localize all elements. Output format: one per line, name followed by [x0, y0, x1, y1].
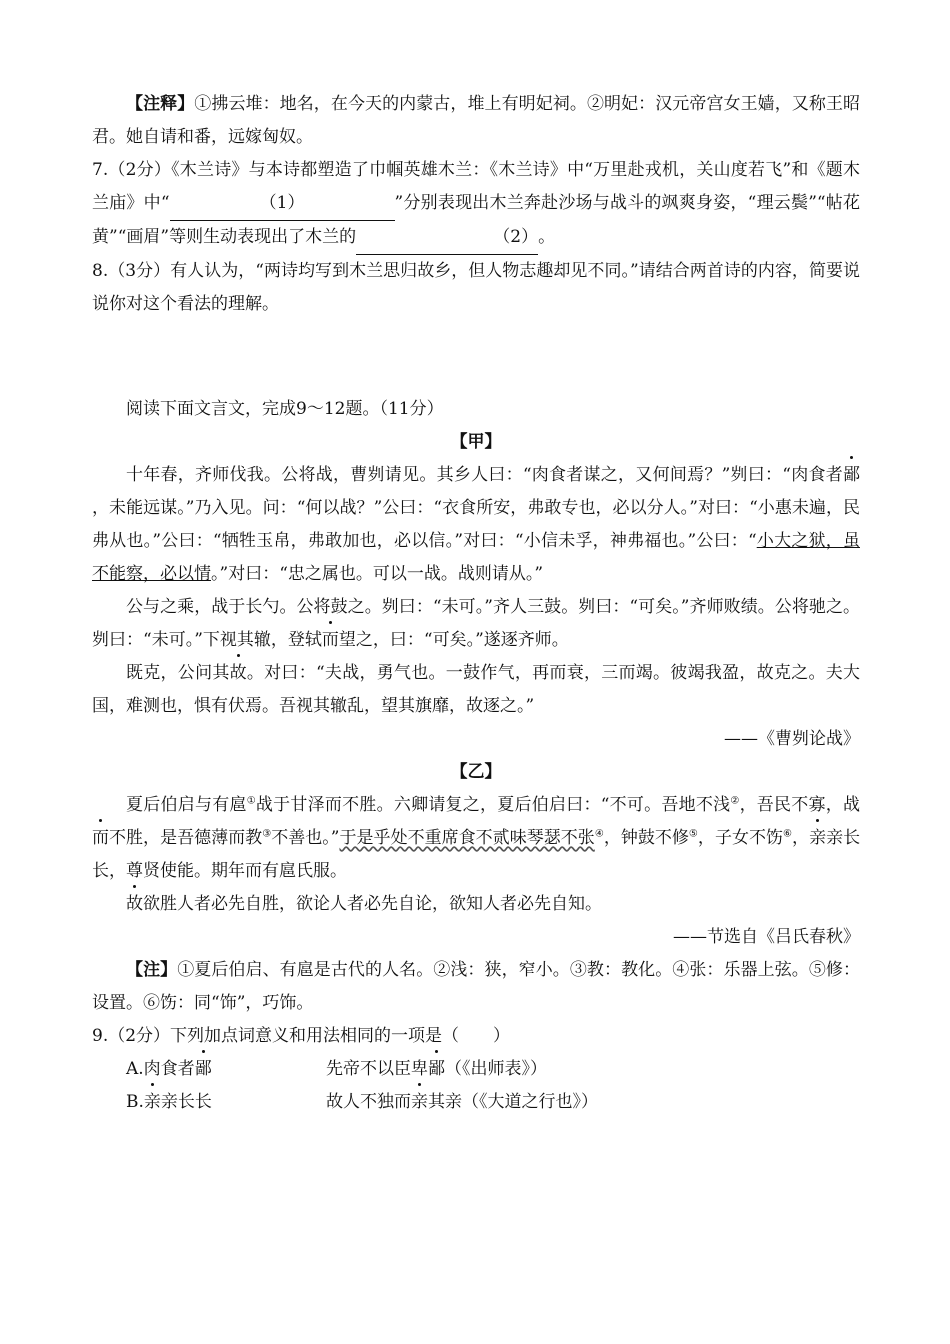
footnote-mark: ②	[730, 795, 740, 807]
yi-annotation	[92, 954, 860, 1020]
underlined-sentence: 小大之狱，虽不能察，必以情	[92, 531, 860, 584]
jia-p2-b: 望之，曰：“可矣。”遂逐齐师。	[338, 630, 569, 650]
yi-p1-a: 夏后伯启与有扈	[126, 795, 247, 815]
dotted-word: 故	[230, 657, 247, 690]
yi-source: ——节选自《吕氏春秋》	[673, 927, 860, 947]
jia-p3-b: 。对曰：“夫战，勇气也。一鼓作气，再而衰，三而竭。彼竭我盈，故克之。夫大国，难测也，惧有伏焉。吾视其辙乱，望其旗靡，故逐之。”	[92, 663, 860, 716]
q7-text-b: ”分别表现出木兰奔赴沙场与战斗的飒爽身姿，“理云鬓”“帖花黄”“画眉”等则生动表现出了木兰的	[92, 193, 860, 247]
annotation-text: ①夏后伯启、有扈是古代的人名。②浅：狭，窄小。③教：教化。④张：乐器上弦。⑤修：设置。⑥饬：同“饰”，巧饰。	[92, 960, 861, 1013]
q7-text-c: 。	[538, 227, 556, 247]
yi-p1-h: ，	[792, 828, 810, 848]
option-left-b: 亲长长	[160, 1092, 212, 1112]
jia-p2-a: 公与之乘，战于长勺。公将鼓之。刿曰：“未可。”齐人三鼓。刿曰：“可矣。”齐师败绩。公将驰之。刿曰：“未可。”下视其辙，登轼	[92, 597, 860, 650]
footnote-mark: ⑥	[783, 828, 793, 840]
wavy-underlined-sentence: 于是乎处不重席食不贰味琴瑟不张	[339, 828, 595, 848]
option-right	[326, 1053, 547, 1086]
yi-p1-g: ，子女不饬	[697, 828, 784, 848]
q9-option-a	[92, 1053, 860, 1086]
annotation-text: ①拂云堆：地名，在今天的内蒙古，堆上有明妃祠。②明妃：汉元帝宫女王嫱，又称王昭君。她自请和番，远嫁匈奴。	[92, 94, 861, 147]
jia-p1-a: 十年春，齐师伐我。公将战，曹刿请见。其乡人曰：“肉食者谋之，又何间焉？”刿曰：“肉食者	[126, 465, 843, 485]
yi-p2-b: 欲胜人者必先自胜，欲论人者必先自论，欲知人者必先自知。	[143, 894, 602, 914]
dotted-word: 亲	[809, 822, 826, 855]
annotation-label: 【注释】	[126, 94, 195, 114]
exam-page	[92, 88, 860, 1119]
dotted-word: 鄙	[843, 459, 860, 492]
option-left	[126, 1086, 326, 1119]
option-right	[326, 1086, 598, 1119]
reading-intro: 阅读下面文言文，完成9～12题。（11分）	[126, 399, 444, 419]
footnote-mark: ③	[262, 828, 272, 840]
yi-p1-f: ，钟鼓不修	[603, 828, 689, 848]
question-8: 8.（3分）有人认为，“两诗均写到木兰思归故乡，但人物志趣却见不同。”请结合两首诗的内容，简要说说你对这个看法的理解。	[92, 261, 860, 314]
q9-option-b	[92, 1086, 860, 1119]
option-left-a: B.	[126, 1092, 144, 1112]
footnote-mark: ①	[246, 795, 256, 807]
question-9-stem: 9.（2分）下列加点词意义和用法相同的一项是（ ）	[92, 1026, 511, 1046]
dotted-word: 亲	[411, 1086, 428, 1119]
annotation-label: 【注】	[126, 960, 178, 980]
q7-text-a: 7.（2分）《木兰诗》与本诗都塑造了巾帼英雄木兰：《木兰诗》中“万里赴戎机，关山度若飞”和《题木兰庙》中“	[92, 160, 860, 213]
footnote-mark: ④	[594, 828, 604, 840]
jia-source: ——《曹刿论战》	[724, 729, 860, 749]
dotted-word: 而	[92, 822, 109, 855]
option-right-b: （《出师表》）	[445, 1059, 547, 1079]
dotted-word: 鄙	[428, 1053, 445, 1086]
question-7	[92, 154, 860, 255]
jia-paragraph-3	[92, 657, 860, 723]
q7-blank-1: （1）	[170, 187, 395, 221]
yi-paragraph-1	[92, 789, 860, 888]
dotted-word: 鄙	[195, 1053, 212, 1086]
jia-paragraph-2	[92, 591, 860, 657]
yi-p1-i: 亲长长，尊贤使能。期年而有扈氏服。	[92, 828, 861, 881]
option-left-a: A.肉食者	[126, 1059, 195, 1079]
footnote-mark: ⑤	[688, 828, 698, 840]
jia-p1-b: ，未能远谋。”乃入见。问：“何以战？”公曰：“衣食所安，弗敢专也，必以分人。”对曰：“小惠未遍，民弗从也。”公曰：“牺牲玉帛，弗敢加也，必以信。”对曰：“小信未孚，神弗福也。”公曰：“	[92, 498, 860, 551]
yi-p1-e: 不善也。”	[271, 828, 340, 848]
passage-yi-heading: 【乙】	[450, 762, 502, 782]
option-right-b: 其亲（《大道之行也》）	[428, 1092, 598, 1112]
q7-blank-2: （2）	[356, 221, 538, 255]
poem-annotation	[92, 88, 860, 154]
yi-paragraph-2	[92, 888, 860, 921]
jia-paragraph-1	[92, 459, 860, 591]
yi-p1-d: 不胜，是吾德薄而教	[109, 828, 263, 848]
option-right-a: 先帝不以臣卑	[326, 1059, 428, 1079]
jia-p3-a: 既克，公问其	[126, 663, 230, 683]
yi-p1-c: ，吾民不寡，战	[739, 795, 861, 815]
yi-p1-b: 战于甘泽而不胜。六卿请复之，夏后伯启曰：“不可。吾地不浅	[255, 795, 731, 815]
option-right-a: 故人不独而	[326, 1092, 411, 1112]
dotted-word: 而	[322, 624, 339, 657]
option-left	[126, 1053, 326, 1086]
jia-p1-c: 。”对曰：“忠之属也。可以一战。战则请从。”	[211, 564, 544, 584]
dotted-word: 亲	[144, 1086, 161, 1119]
passage-jia-heading: 【甲】	[450, 432, 502, 452]
dotted-word: 故	[126, 888, 143, 921]
